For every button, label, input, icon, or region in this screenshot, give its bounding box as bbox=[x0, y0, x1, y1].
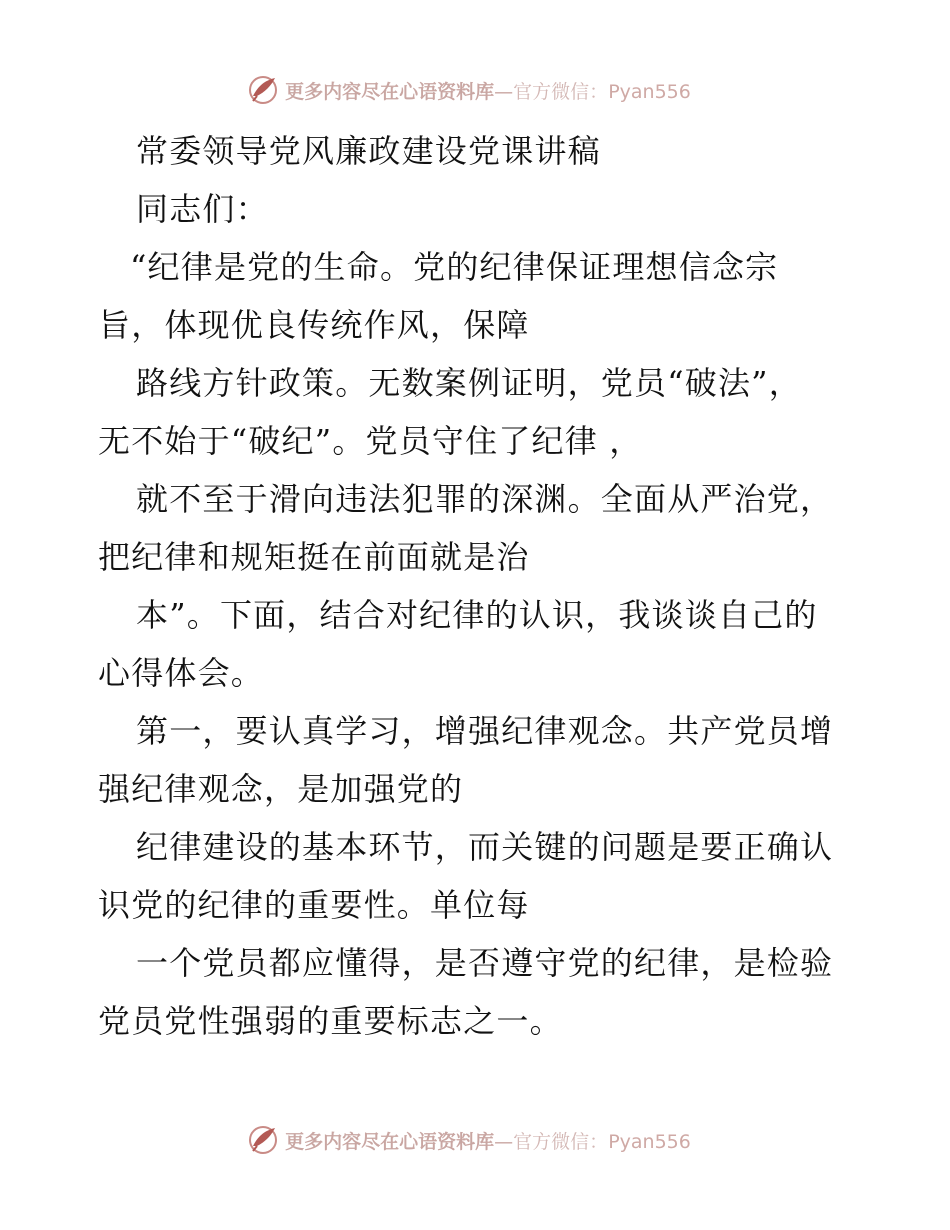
quill-pen-icon bbox=[247, 74, 279, 106]
paragraph-line: 本”。下面，结合对纪律的认识，我谈谈自己的 bbox=[136, 596, 818, 634]
paragraph-line: 路线方针政策。无数案例证明，党员“破法”， bbox=[136, 364, 802, 402]
paragraph-line: 旨，体现优良传统作风，保障 bbox=[98, 306, 530, 344]
quill-pen-icon bbox=[247, 1124, 279, 1156]
watermark-brand: 更多内容尽在心语资料库 bbox=[285, 1130, 495, 1153]
paragraph-line: 第一，要认真学习，增强纪律观念。共产党员增 bbox=[136, 712, 834, 750]
paragraph-line: 党员党性强弱的重要标志之一。 bbox=[98, 1002, 563, 1040]
paragraph-line: “纪律是党的生命。党的纪律保证理想信念宗 bbox=[130, 248, 779, 286]
watermark-text bbox=[285, 77, 691, 104]
watermark-wechat-id: Pyan556 bbox=[608, 1130, 691, 1153]
watermark-brand: 更多内容尽在心语资料库 bbox=[285, 80, 495, 103]
watermark-wechat-label: 官方微信： bbox=[513, 1130, 609, 1153]
watermark-content bbox=[247, 74, 691, 106]
watermark-separator: — bbox=[494, 1130, 514, 1153]
paragraph-line: 把纪律和规矩挺在前面就是治 bbox=[98, 538, 530, 576]
document-body bbox=[98, 122, 858, 1050]
paragraph-line: 心得体会。 bbox=[98, 654, 265, 692]
watermark-content bbox=[247, 1124, 691, 1156]
watermark-text bbox=[285, 1127, 691, 1154]
salutation: 同志们： bbox=[136, 190, 269, 228]
paragraph-line: 一个党员都应懂得，是否遵守党的纪律，是检验 bbox=[136, 944, 834, 982]
footer-watermark bbox=[0, 1120, 950, 1160]
document-title: 常委领导党风廉政建设党课讲稿 bbox=[136, 132, 601, 170]
header-watermark bbox=[0, 70, 950, 110]
paragraph-line: 就不至于滑向违法犯罪的深渊。全面从严治党， bbox=[136, 480, 834, 518]
watermark-wechat-id: Pyan556 bbox=[608, 80, 691, 103]
paragraph-line: 无不始于“破纪”。党员守住了纪律 ， bbox=[98, 422, 643, 460]
watermark-wechat-label: 官方微信： bbox=[513, 80, 609, 103]
paragraph-line: 识党的纪律的重要性。单位每 bbox=[98, 886, 530, 924]
paragraph-line: 纪律建设的基本环节，而关键的问题是要正确认 bbox=[136, 828, 834, 866]
watermark-separator: — bbox=[494, 80, 514, 103]
paragraph-line: 强纪律观念，是加强党的 bbox=[98, 770, 464, 808]
